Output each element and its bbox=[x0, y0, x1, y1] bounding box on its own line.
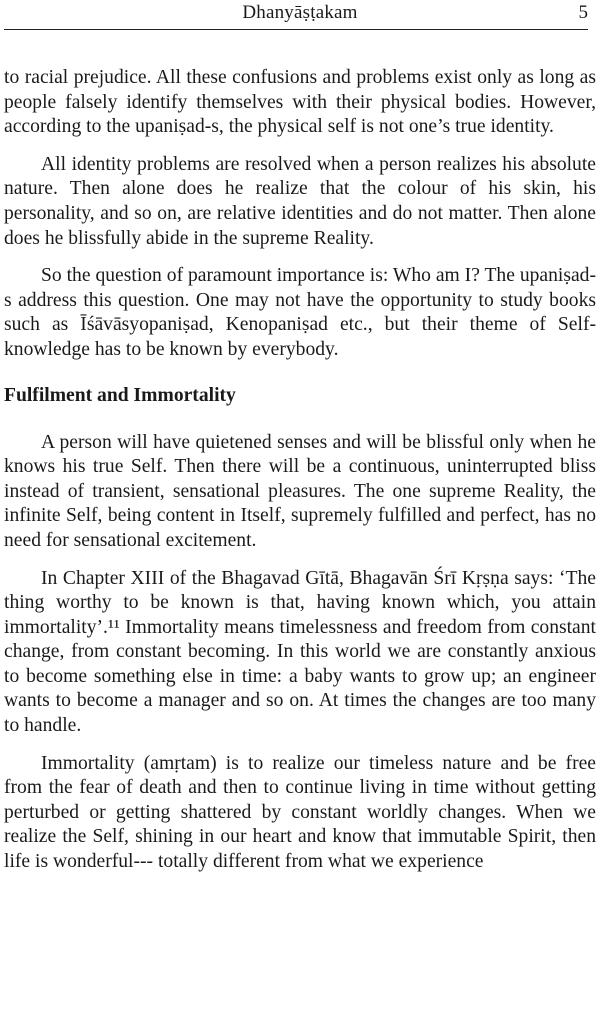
section-paragraph-1: A person will have quietened senses and will be blissful only when he knows his true Self. Then there will be a continuous, uninterrupted bliss instead of transient, sensational pleasures. The one supreme Reality, the infinite Self, being content in Itself, supremely fulfilled and perfect, has no need for sensational excitement. bbox=[4, 431, 596, 551]
body-paragraph-1: to racial prejudice. All these confusions and problems exist only as long as people falsely identify themselves with their physical bodies. However, according to the upaniṣad-s, the physical self is not one’s true identity. bbox=[4, 67, 596, 138]
section-paragraph-3: Immortality (amṛtam) is to realize our timeless nature and be free from the fear of death and then to continue living in time without getting perturbed or getting shattered by constant worldly changes. When we realize the Self, shining in our heart and know that immutable Spirit, then life is wonderful--- totally different from what we experience bbox=[4, 752, 596, 873]
page-header bbox=[0, 0, 600, 34]
body-paragraph-2: All identity problems are resolved when a person realizes his absolute nature. Then alone does he realize that the colour of his skin, his personality, and so on, are relative identities and do not matter. Then alone does he blissfully abide in the supreme Reality. bbox=[4, 153, 596, 249]
running-title: Dhanyāṣṭakam bbox=[242, 2, 358, 23]
section-heading: Fulfilment and Immortality bbox=[4, 384, 236, 406]
page-number: 5 bbox=[578, 2, 588, 23]
page-body bbox=[4, 66, 596, 888]
body-paragraph-3: So the question of paramount importance is: Who am I? The upaniṣad-s address this question. One may not have the opportunity to study books such as Īśāvāsyopaniṣad, Kenopaniṣad etc., but their theme of Self-knowledge has to be known by everybody. bbox=[4, 265, 596, 360]
section-paragraph-2: In Chapter XIII of the Bhagavad Gītā, Bhagavān Śrī Kṛṣṇa says: ‘The thing worthy to be known is that, having known which, you attain immortality’.¹¹ Immortality means timelessness and freedom from constant change, from constant becoming. In this world we are constantly anxious to become something else in time: a baby wants to grow up; an engineer wants to become a manager and so on. At times the changes are too many to handle. bbox=[4, 567, 596, 737]
header-rule bbox=[4, 29, 588, 30]
